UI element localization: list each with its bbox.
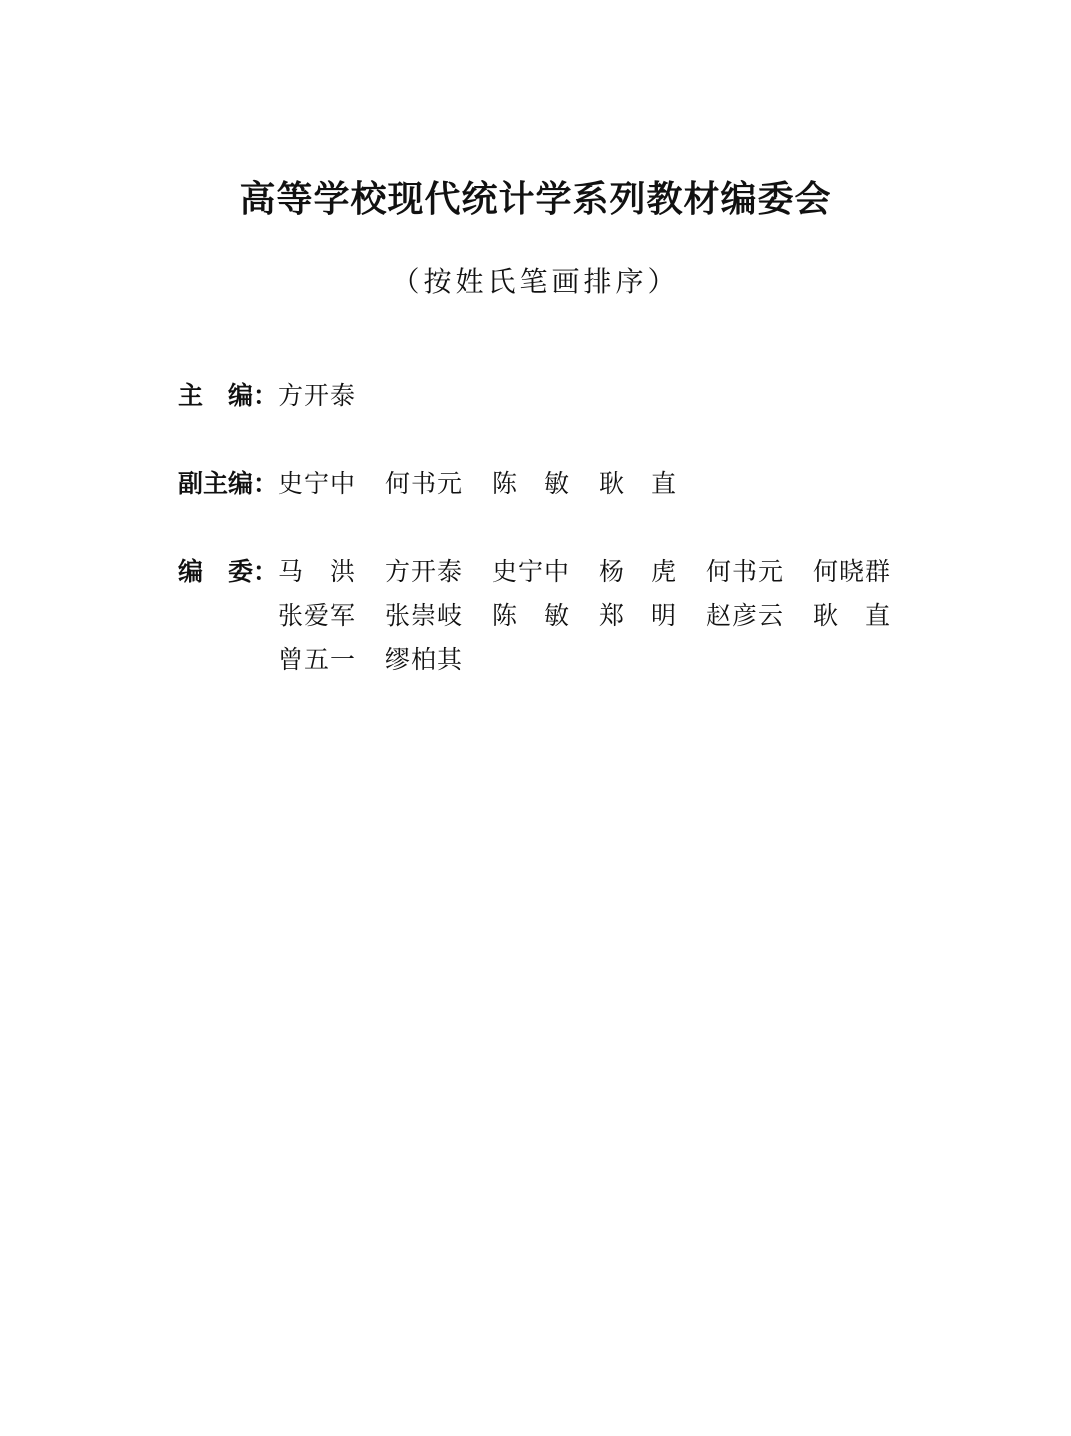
chief-editor-label: 主 编：: [178, 381, 279, 410]
board-member-name: 曾五一: [278, 645, 357, 674]
board-member-name: 赵彦云: [706, 601, 785, 630]
board-member-name: 史宁中: [492, 557, 571, 586]
board-members-names: [278, 550, 920, 682]
board-member-name: 耿 直: [813, 601, 892, 630]
board-members-row: [178, 550, 920, 682]
deputy-editor-name: 何书元: [385, 469, 464, 498]
chief-editor-row: [178, 374, 920, 418]
board-members-label: 编 委：: [178, 557, 279, 586]
chief-editor-names: [278, 374, 920, 418]
deputy-editor-name: 史宁中: [278, 469, 357, 498]
board-member-name: 何书元: [706, 557, 785, 586]
board-member-name: 缪柏其: [385, 645, 464, 674]
page-title: 高等学校现代统计学系列教材编委会: [239, 179, 832, 220]
board-member-name: 方开泰: [385, 557, 464, 586]
deputy-editors-label: 副主编：: [178, 469, 279, 498]
board-member-name: 张爱军: [278, 601, 357, 630]
chief-editor-name: 方开泰: [278, 381, 357, 410]
deputy-editors-row: [178, 462, 920, 506]
deputy-editor-name: 耿 直: [599, 469, 678, 498]
board-member-name: 张崇岐: [385, 601, 464, 630]
board-member-name: 陈 敏: [492, 601, 571, 630]
board-member-name: 马 洪: [278, 557, 357, 586]
deputy-editor-name: 陈 敏: [492, 469, 571, 498]
board-member-name: 郑 明: [599, 601, 678, 630]
page-subtitle: （按姓氏笔画排序）: [391, 265, 680, 298]
deputy-editors-names: [278, 462, 920, 506]
board-member-name: 何晓群: [813, 557, 892, 586]
board-member-name: 杨 虎: [599, 557, 678, 586]
